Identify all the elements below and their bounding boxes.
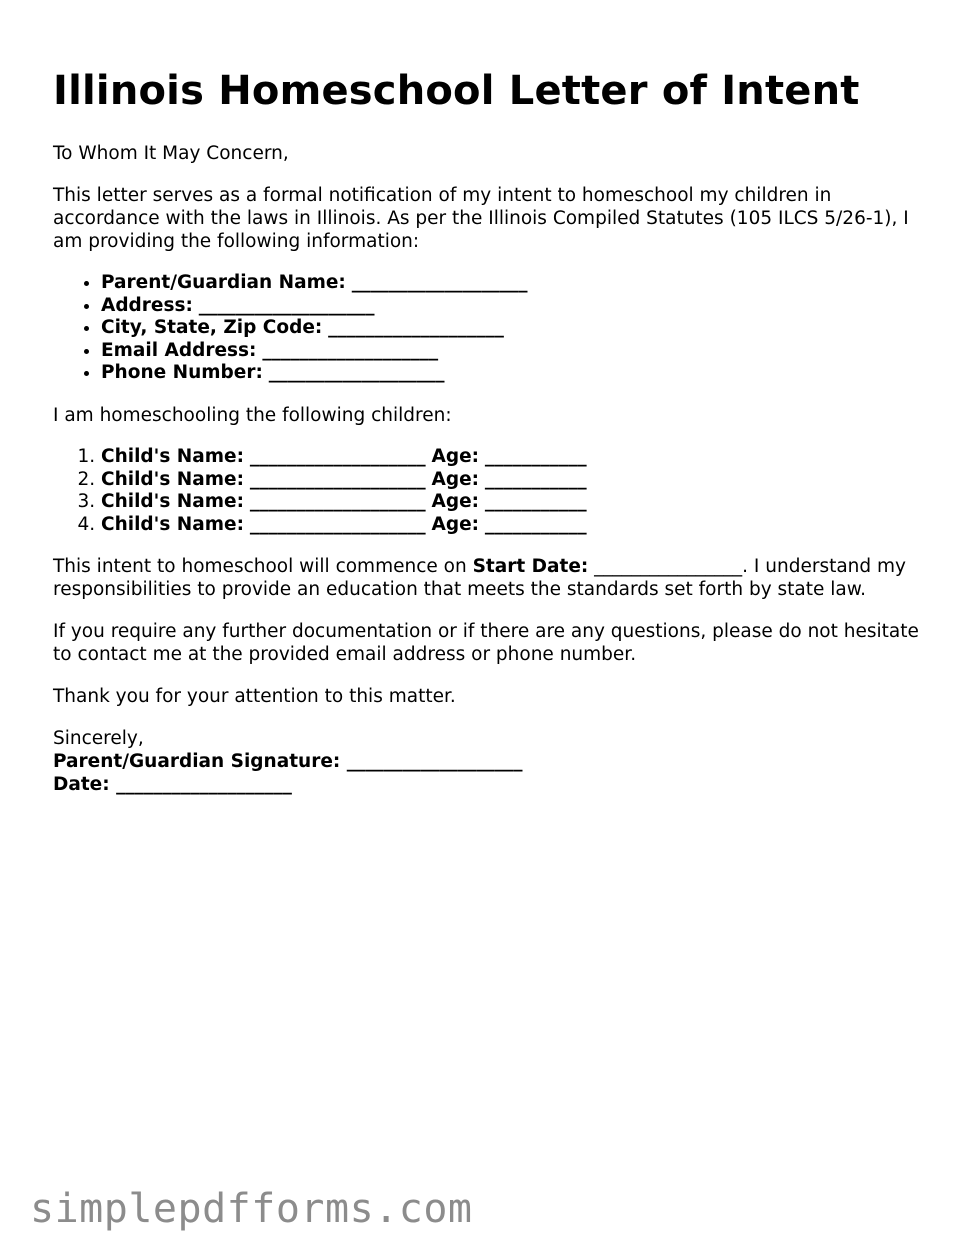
child-age-blank: ___________ xyxy=(484,468,587,490)
list-item xyxy=(101,446,923,469)
salutation: To Whom It May Concern, xyxy=(53,143,289,164)
child-age-blank: ___________ xyxy=(484,445,587,467)
commence-text-before: This intent to homeschool will commence on xyxy=(53,556,473,578)
child-name-label: Child's Name: xyxy=(101,445,244,467)
parent-name-blank: ___________________ xyxy=(351,272,528,293)
commence-text-after: . I understand my responsibilities to provide an education that meets the standards set forth by state law. xyxy=(53,556,906,601)
children-list xyxy=(53,446,923,536)
further-paragraph: If you require any further documentation or if there are any questions, please do not hesitate to contact me at the provided email address or phone number. xyxy=(53,621,919,666)
child-name-label: Child's Name: xyxy=(101,513,244,535)
list-item xyxy=(101,491,923,514)
start-date-label: Start Date: xyxy=(472,556,589,578)
child-age-blank: ___________ xyxy=(484,491,587,513)
signature-block xyxy=(53,727,923,796)
letter-document xyxy=(53,62,923,796)
address-label: Address: xyxy=(101,294,193,316)
child-age-label: Age: xyxy=(431,445,480,467)
thanks-paragraph: Thank you for your attention to this matter. xyxy=(53,686,456,708)
parent-info-list xyxy=(53,272,923,385)
list-item xyxy=(101,295,923,318)
child-age-blank: ___________ xyxy=(484,513,587,535)
child-age-label: Age: xyxy=(431,491,480,513)
child-age-label: Age: xyxy=(431,468,480,490)
city-state-zip-label: City, State, Zip Code: xyxy=(101,317,323,339)
list-item xyxy=(101,340,923,363)
address-blank: ___________________ xyxy=(198,294,375,316)
intro-paragraph: This letter serves as a formal notification of my intent to homeschool my children in accordance with the laws in Illinois. As per the Illinois Compiled Statutes (105 ILCS 5/26-1), I am providing the following information: xyxy=(53,185,909,252)
parent-name-label: Parent/Guardian Name: xyxy=(101,272,346,293)
child-name-label: Child's Name: xyxy=(101,468,244,490)
page-title: Illinois Homeschool Letter of Intent xyxy=(53,68,860,114)
signature-blank: ___________________ xyxy=(346,751,523,773)
child-name-label: Child's Name: xyxy=(101,491,244,513)
start-date-blank: ________________ xyxy=(588,556,743,578)
list-item xyxy=(101,272,923,295)
email-blank: ___________________ xyxy=(262,339,439,361)
child-name-blank: ___________________ xyxy=(249,468,426,490)
child-age-label: Age: xyxy=(431,513,480,535)
email-label: Email Address: xyxy=(101,339,257,361)
signature-line xyxy=(53,750,923,773)
phone-label: Phone Number: xyxy=(101,362,263,384)
date-blank: ___________________ xyxy=(116,774,292,796)
commence-paragraph xyxy=(53,555,923,601)
phone-blank: ___________________ xyxy=(268,362,445,384)
date-label: Date: xyxy=(53,774,110,796)
list-item xyxy=(101,469,923,492)
signature-label: Parent/Guardian Signature: xyxy=(53,751,341,773)
watermark: simplepdfforms.com xyxy=(30,1186,473,1232)
closing: Sincerely, xyxy=(53,728,144,750)
list-item xyxy=(101,317,923,340)
child-name-blank: ___________________ xyxy=(249,445,426,467)
children-intro: I am homeschooling the following children: xyxy=(53,404,452,426)
list-item xyxy=(101,514,923,537)
city-state-zip-blank: ___________________ xyxy=(328,317,504,339)
list-item xyxy=(101,362,923,385)
child-name-blank: ___________________ xyxy=(249,513,426,535)
date-line xyxy=(53,773,923,796)
child-name-blank: ___________________ xyxy=(249,491,426,513)
